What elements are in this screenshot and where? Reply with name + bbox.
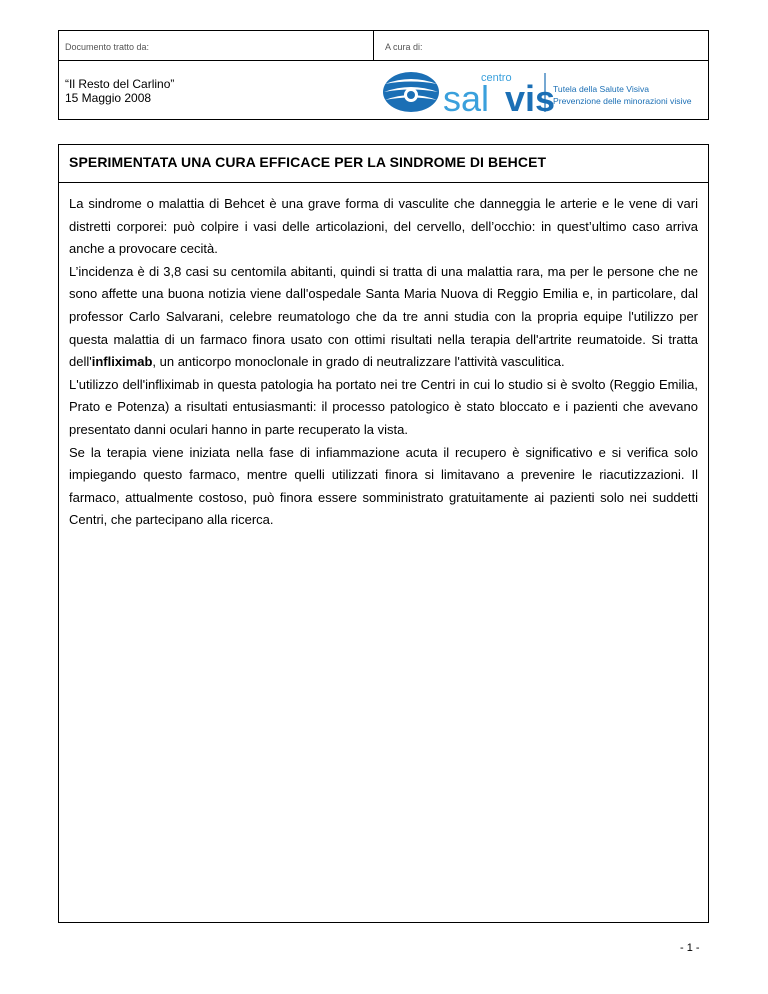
drug-name: infliximab (91, 354, 153, 370)
publication-date: 15 Maggio 2008 (65, 91, 152, 105)
paragraph-3: L'utilizzo dell'infliximab in questa patologia ha portato nei tre Centri in cui lo studio si è svolto (Reggio Emilia, Prato e Potenza) a risultati entusiasmanti: il processo patologico è stato bloccato e i pazienti che avevano presentato danni oculari hanno in parte recuperato la vista. (69, 376, 698, 437)
source-label: Documento tratto da: (65, 42, 150, 52)
header-column-divider (373, 31, 374, 60)
paragraph-2 (69, 261, 698, 374)
article (58, 144, 709, 923)
paragraph-2-text-end: , un anticorpo monoclonale in grado di neutralizzare l'attività vasculitica. (152, 354, 565, 370)
logo-sal: sal (443, 78, 490, 118)
logo-tagline-2: Prevenzione delle minorazioni visive (553, 96, 692, 106)
eye-icon (383, 72, 439, 112)
article-title-row (59, 145, 708, 183)
curator-label: A cura di: (385, 42, 423, 52)
article-title: SPERIMENTATA UNA CURA EFFICACE PER LA SINDROME DI BEHCET (69, 154, 547, 170)
salvis-logo (381, 68, 706, 118)
logo-centro: centro (481, 72, 512, 84)
newspaper-name: “Il Resto del Carlino” (65, 77, 175, 91)
logo-vis: vis (505, 78, 556, 118)
paragraph-4: Se la terapia viene iniziata nella fase di infiammazione acuta il recupero è significativo e si verifica solo impiegando questo farmaco, mentre quelli utilizzati finora si limitavano a prevenire le riacutizzazioni. Il farmaco, attualmente costoso, può finora essere somministrato gratuitamente ai pazienti solo nei suddetti Centri, che partecipano alla ricerca. (69, 444, 698, 528)
source-info (65, 77, 174, 105)
paragraph-1: La sindrome o malattia di Behcet è una grave forma di vasculite che danneggia le arterie e le vene di vari distretti corporei: può colpire i vasi delle articolazioni, del cervello, dell’occhio: in quest’ultimo caso arriva anche a provocare cecità. (69, 196, 698, 257)
document-header (58, 30, 709, 120)
page-number: - 1 - (680, 942, 700, 954)
paragraph-2-text: L’incidenza è di 3,8 casi su centomila abitanti, quindi si tratta di una malattia rara, ma per le persone che ne sono affette una buona notizia viene dall'ospedale Santa Maria Nuova di Reggio Emilia e, in particolare, dal professor Carlo Salvarani, celebre reumatologo che da tre anni studia con la propria equipe l'utilizzo per questa malattia di un farmaco finora usato con ottimi risultati nella terapia dell'artrite reumatoide. Si tratta dell' (69, 263, 698, 370)
article-body (59, 183, 708, 532)
header-row-divider (59, 60, 708, 61)
logo-tagline-1: Tutela della Salute Visiva (553, 84, 650, 94)
